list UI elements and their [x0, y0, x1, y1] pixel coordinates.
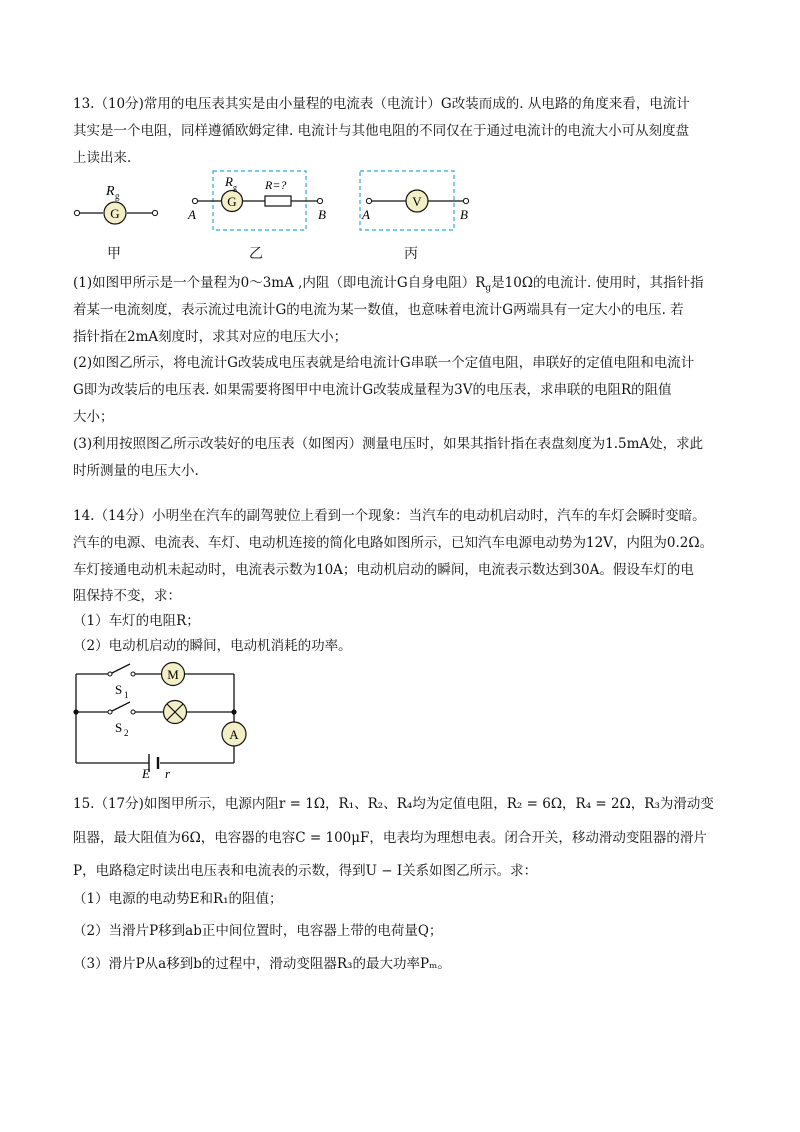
s1-sub: 1 [124, 690, 129, 700]
s2-sub: 2 [124, 728, 129, 738]
v-letter: V [412, 194, 422, 209]
figure-bing-voltmeter [360, 171, 469, 230]
q15-intro-line-3: P，电路稳定时读出电压表和电流表的示数，得到U − I关系如图乙所示。求： [73, 863, 538, 879]
q13-part1-line-2: 着某一电流刻度，表示流过电流计G的电流为某一数值，也意味着电流计G两端具有一定大小的电压. 若 [73, 302, 684, 318]
q14-intro-line-3: 车灯接通电动机未起动时，电流表示数为10A；电动机启动的瞬间，电流表示数达到30A。假设车灯的电 [73, 562, 694, 578]
rg-label: R [106, 184, 115, 199]
q15-intro-line-1: 15.（17分)如图甲所示，电源内阻r = 1Ω，R₁、R₂、R₄均为定值电阻，R₂ = 6Ω，R₄ = 2Ω，R₃为滑动变 [73, 796, 714, 812]
q14-question-2: （2）电动机启动的瞬间，电动机消耗的功率。 [73, 638, 352, 654]
q13-part3-line-2: 时所测量的电压大小. [73, 463, 199, 479]
q13-part2-line-3: 大小； [73, 409, 114, 425]
q15-question-2: （2）当滑片P移到ab正中间位置时，电容器上带的电荷量Q； [73, 923, 443, 939]
q14-question-1: （1）车灯的电阻R； [73, 613, 200, 629]
figure-yi-voltmeter-conversion [187, 171, 326, 230]
q15-question-3: （3）滑片P从a移到b的过程中，滑动变阻器R₃的最大功率Pₘ。 [73, 956, 451, 972]
q15-intro-line-2: 阻器，最大阻值为6Ω，电容器的电容C = 100μF，电表均为理想电表。闭合开关，移动滑动变阻器的滑片 [73, 830, 707, 846]
resistor-symbol [265, 196, 291, 206]
figure-label-yi: 乙 [249, 246, 263, 262]
g-letter-yi: G [227, 194, 237, 209]
r-unknown-label: R=? [265, 178, 287, 192]
internal-r-label: r [165, 766, 171, 781]
motor-letter: M [167, 667, 179, 682]
rg-sub-yi: g [233, 183, 237, 192]
q13-intro-line-1: 13.（10分)常用的电压表其实是由小量程的电流表（电流计）G改装而成的. 从电路的角度来看，电流计 [73, 96, 690, 112]
q13-part3-line-1: (3)利用按照图乙所示改装好的电压表（如图丙）测量电压时，如果其指针指在表盘刻度为1.5mA处，求此 [73, 436, 704, 452]
q13-part2-line-1: (2)如图乙所示，将电流计G改装成电压表就是给电流计G串联一个定值电阻，串联好的定值电阻和电流计 [73, 355, 695, 371]
q14-intro-line-2: 汽车的电源、电流表、车灯、电动机连接的简化电路如图所示，已知汽车电源电动势为12V，内阻为0.2Ω。 [73, 535, 714, 551]
q14-intro-line-4: 阻保持不变，求： [73, 588, 181, 604]
switch-s2-blade [110, 702, 130, 712]
q13-part1-line-1 [73, 274, 704, 298]
g-letter: G [110, 206, 120, 221]
figure-jia-galvanometer [74, 184, 157, 224]
q13-part1-line-3: 指针指在2mA刻度时，求其对应的电压大小； [73, 329, 348, 345]
s2-label: S [115, 720, 123, 735]
q15-question-1: （1）电源的电动势E和R₁的阻值； [73, 891, 283, 907]
figure-label-bing: 丙 [404, 246, 418, 262]
q13-part2-line-2: G即为改装后的电压表. 如果需要将图甲中电流计G改装成量程为3V的电压表，求串联的电阻R的阻值 [73, 382, 672, 398]
q13-part1-sub-g: g [485, 283, 492, 294]
q14-intro-line-1: 14.（14分）小明坐在汽车的副驾驶位上看到一个现象：当汽车的电动机启动时，汽车的车灯会瞬时变暗。 [73, 508, 706, 524]
q13-intro-line-3: 上读出来. [73, 150, 132, 166]
q13-part1-text-b: 是10Ω的电流计. 使用时，其指针指 [491, 275, 704, 291]
s1-label: S [115, 682, 123, 697]
emf-label: E [142, 766, 150, 781]
terminal-a-yi: A [188, 207, 196, 222]
q14-circuit-figure [0, 656, 800, 781]
q13-part1-text-a: (1)如图甲所示是一个量程为0～3mA ,内阻（即电流计G自身电阻）R [73, 275, 486, 291]
terminal-a-bing: A [362, 207, 370, 222]
lamp-symbol [164, 701, 187, 724]
rg-label-yi: R [225, 174, 233, 189]
terminal-b-yi: B [318, 207, 326, 222]
ammeter-letter: A [229, 727, 239, 742]
switch-s1-blade [110, 664, 130, 674]
q13-intro-line-2: 其实是一个电阻，同样遵循欧姆定律. 电流计与其他电阻的不同仅在于通过电流计的电流大小可从刻度盘 [73, 123, 690, 139]
figure-label-jia: 甲 [107, 246, 121, 262]
rg-sub: g [115, 191, 120, 201]
terminal-b-bing: B [460, 207, 468, 222]
